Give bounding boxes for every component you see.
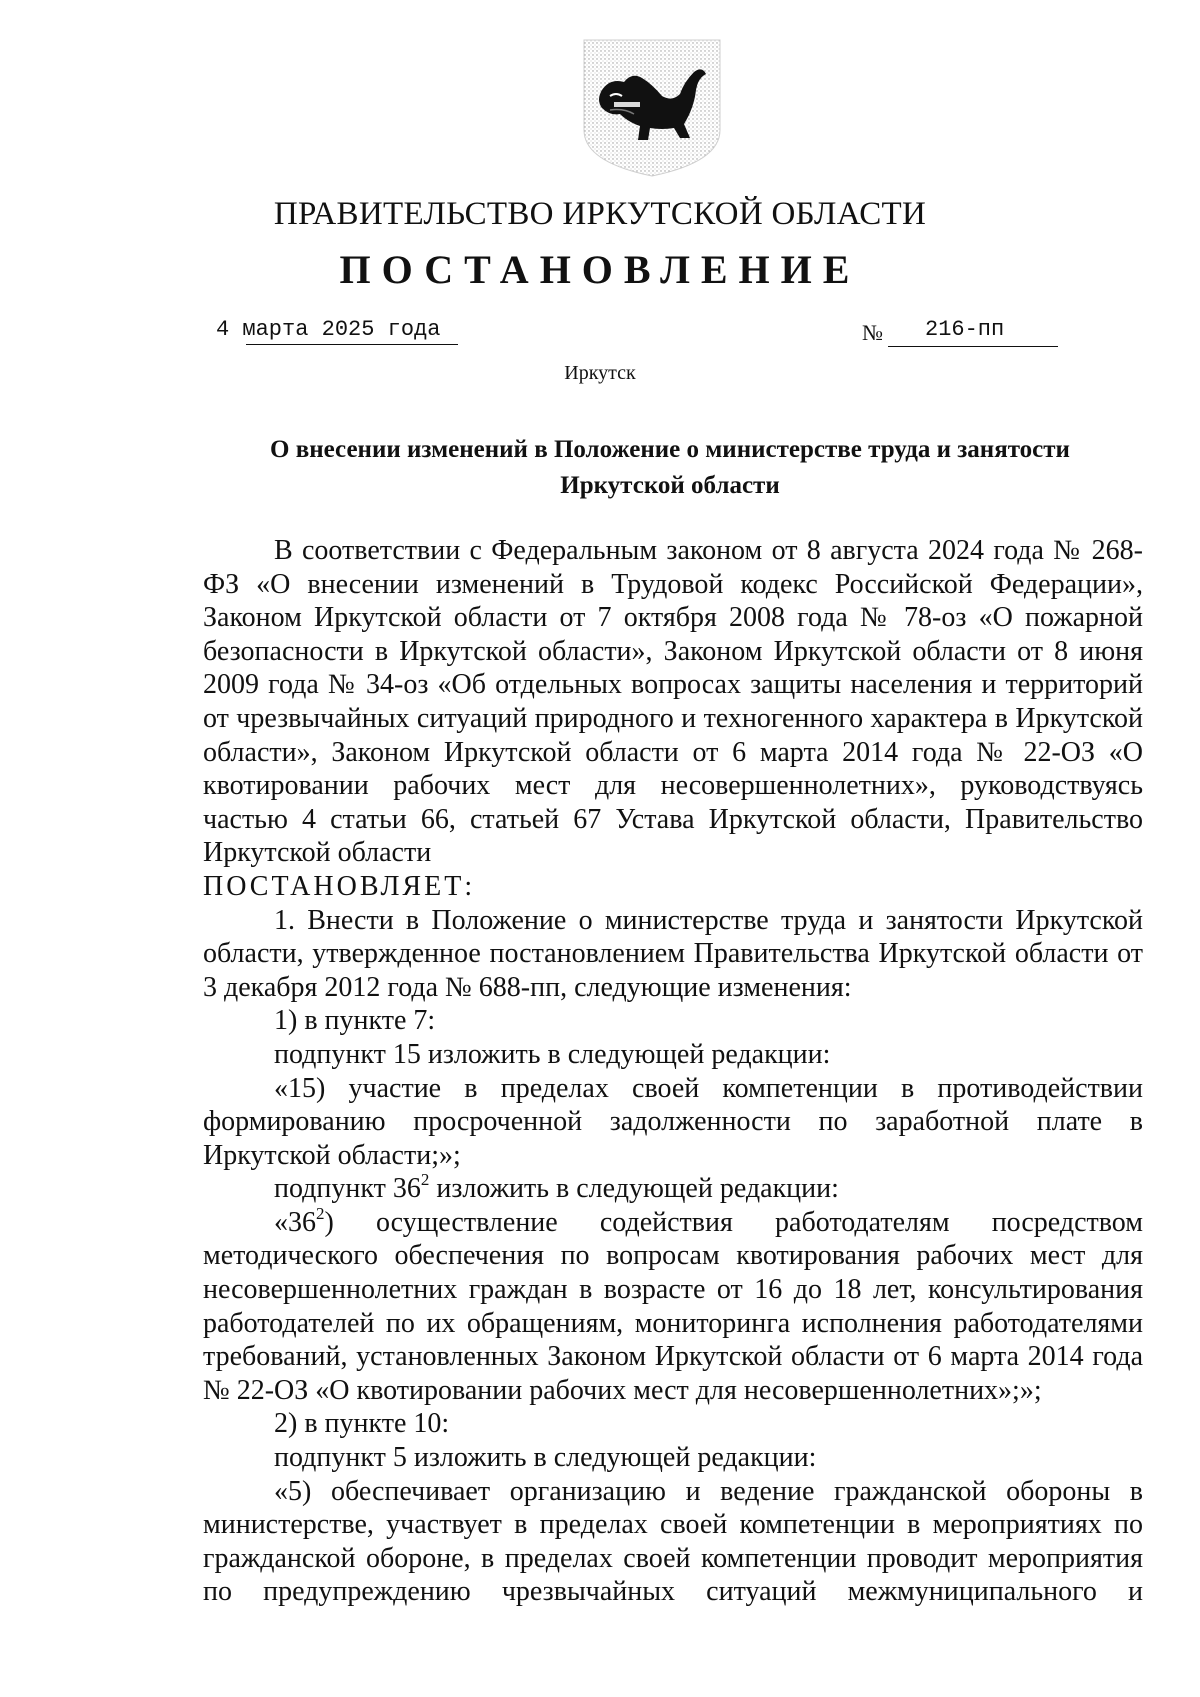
paragraph-4: «15) участие в пределах своей компетенции в противодействии формированию просроченной задолженности по заработной плате в Иркутской области;»; [203,1072,1143,1171]
paragraph-6-superscript: 2 [316,1203,325,1223]
paragraph-5-superscript: 2 [420,1169,430,1189]
paragraph-3: подпункт 15 изложить в следующей редакции: [274,1038,831,1070]
document-type: ПОСТАНОВЛЕНИЕ [339,247,861,292]
number-label: № [862,320,883,345]
title-line-2: Иркутской области [560,472,780,499]
document-title [200,432,1140,504]
number-underline [888,346,1058,347]
document-city: Иркутск [564,362,636,384]
resolves-heading: ПОСТАНОВЛЯЕТ: [203,870,476,902]
paragraph-2: 1) в пункте 7: [274,1005,436,1037]
document-date: 4 марта 2025 года [216,317,441,342]
title-line-1: О внесении изменений в Положение о министерстве труда и занятости [270,436,1070,463]
paragraph-9: «5) обеспечивает организацию и ведение гражданской обороны в министерстве, участвует в пределах своей компетенции в мероприятиях по гражданской обороне, в пределах своей компетенции проводит мероприятия по предупреждению чрезвычайных ситуаций межмуниципального и [203,1475,1143,1608]
paragraph-5 [203,1169,1143,1206]
paragraph-1: 1. Внести в Положение о министерстве труда и занятости Иркутской области, утвержденное постановлением Правительства Иркутской области от 3 декабря 2012 года № 688-пп, следующие изменения: [203,904,1143,1003]
paragraph-5-text-a: подпункт 36 [274,1173,421,1205]
paragraph-6-text-a: «36 [274,1206,316,1238]
paragraph-8: подпункт 5 изложить в следующей редакции: [274,1442,817,1474]
document-body [203,534,1143,1609]
preamble-paragraph: В соответствии с Федеральным законом от 8 августа 2024 года № 268-ФЗ «О внесении изменений в Трудовой кодекс Российской Федерации», Законом Иркутской области от 7 октября 2008 года № 78-оз «О пожарной безопасности в Иркутской области», Законом Иркутской области от 8 июня 2009 года № 34-оз «Об отдельных вопросах защиты населения и территорий от чрезвычайных ситуаций природного и техногенного характера в Иркутской области», Законом Иркутской области от 6 марта 2014 года № 22-ОЗ «О квотировании рабочих мест для несовершеннолетних», руководствуясь частью 4 статьи 66, статьей 67 Устава Иркутской области, Правительство Иркутской области [203,535,1143,869]
babr-icon [580,38,724,178]
coat-of-arms-emblem [580,38,724,178]
organization-name: ПРАВИТЕЛЬСТВО ИРКУТСКОЙ ОБЛАСТИ [273,196,927,232]
paragraph-6-text-b: ) осуществление содействия работодателям посредством методического обеспечения по вопросам квотирования рабочих мест для несовершеннолетних граждан в возрасте от 16 до 18 лет, консультирования работодателей по их обращениям, мониторинга исполнения работодателями требований, установленных Законом Иркутской области от 6 марта 2014 года № 22-ОЗ «О квотировании рабочих мест для несовершеннолетних»;»; [203,1206,1143,1406]
paragraph-6 [203,1203,1143,1408]
paragraph-5-text-b: изложить в следующей редакции: [429,1173,839,1205]
date-underline [246,344,458,345]
document-number: 216-пп [925,317,1005,342]
paragraph-7: 2) в пункте 10: [274,1408,450,1440]
